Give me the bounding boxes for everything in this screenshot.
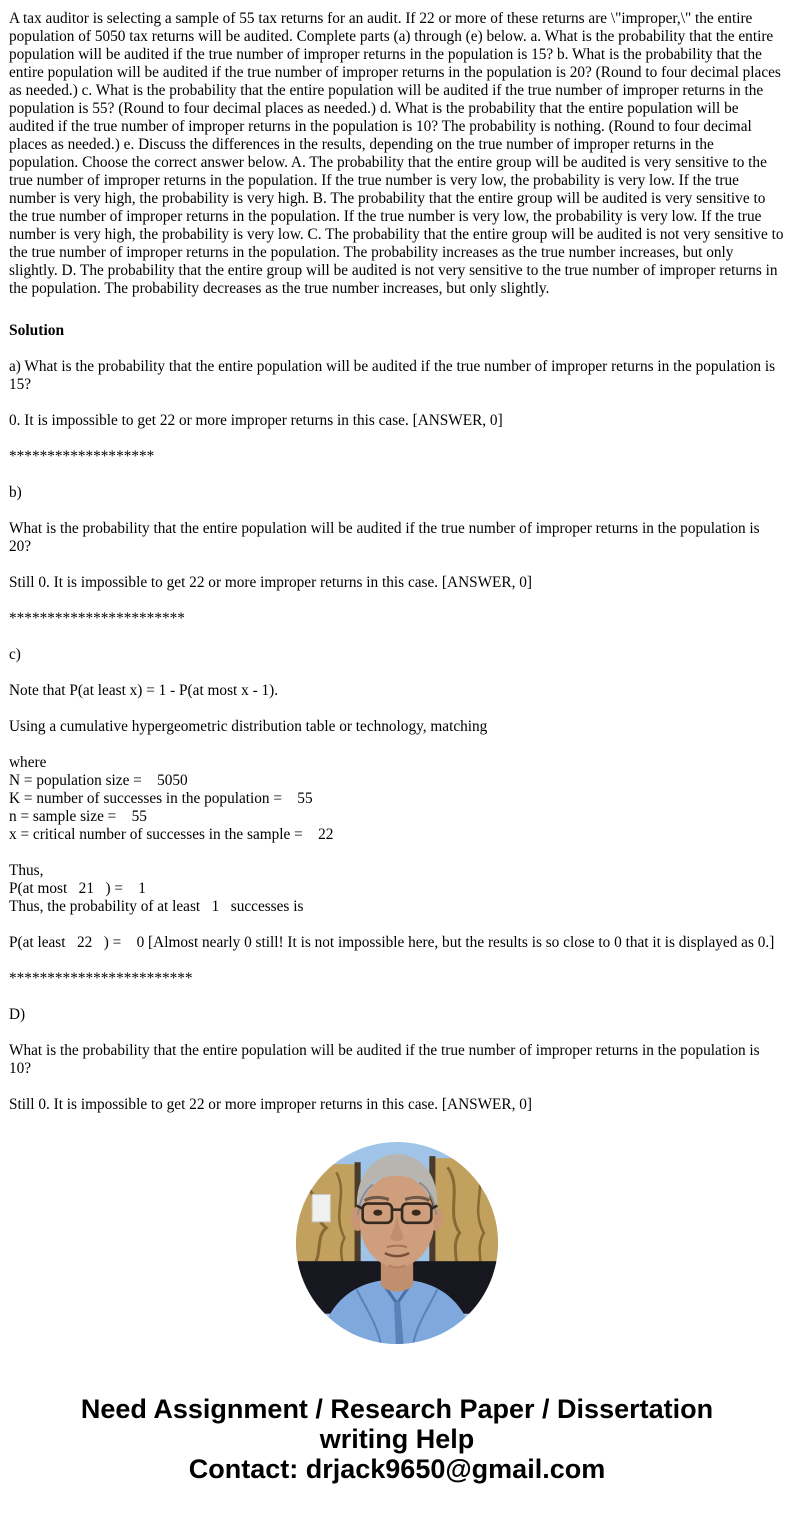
thus-label: Thus, xyxy=(9,862,44,879)
param-critical-successes: x = critical number of successes in the sample = 22 xyxy=(9,826,334,843)
part-c-note: Note that P(at least x) = 1 - P(at most x - 1). xyxy=(9,682,279,699)
part-c-label: c) xyxy=(9,646,21,663)
part-a-answer: 0. It is impossible to get 22 or more improper returns in this case. [ANSWER, 0] xyxy=(9,412,503,429)
part-a-question: a) What is the probability that the entire population will be audited if the true number of improper returns in the population is 15? xyxy=(9,358,776,393)
param-successes-population: K = number of successes in the population = 55 xyxy=(9,790,313,807)
p-at-most: P(at most 21 ) = 1 xyxy=(9,880,146,897)
part-c-computation xyxy=(9,862,785,916)
tutor-photo-icon xyxy=(296,1142,498,1344)
part-b-label: b) xyxy=(9,484,22,501)
part-c-answer: P(at least 22 ) = 0 [Almost nearly 0 still! It is not impossible here, but the results is so close to 0 that it is displayed as 0.] xyxy=(9,934,775,951)
probability-statement: Thus, the probability of at least 1 successes is xyxy=(9,898,304,915)
separator-a: ******************* xyxy=(9,448,155,465)
where-label: where xyxy=(9,754,47,771)
footer-advert xyxy=(9,1394,785,1484)
solution-heading: Solution xyxy=(9,322,65,339)
part-d-answer: Still 0. It is impossible to get 22 or more improper returns in this case. [ANSWER, 0] xyxy=(9,1096,532,1113)
advert-line-1: Need Assignment / Research Paper / Dissertation xyxy=(80,1394,714,1424)
part-b-question: What is the probability that the entire population will be audited if the true number of improper returns in the population is 20? xyxy=(9,520,760,555)
tutor-avatar xyxy=(296,1142,498,1344)
part-d-label: D) xyxy=(9,1006,26,1023)
question-text: A tax auditor is selecting a sample of 55 tax returns for an audit. If 22 or more of these returns are \"improper,\" the entire population of 5050 tax returns will be audited. Complete parts (a) through (e) below. a. What is the probability that the entire population will be audited if the true number of improper returns in the population is 15? b. What is the probability that the entire population will be audited if the true number of improper returns in the population is 20? (Round to four decimal places as needed.) c. What is the probability that the entire population will be audited if the true number of improper returns in the population is 55? (Round to four decimal places as needed.) d. What is the probability that the entire population will be audited if the true number of improper returns in the population is 10? The probability is nothing. (Round to four decimal places as needed.) e. Discuss the differences in the results, depending on the true number of improper returns in the population. Choose the correct answer below. A. The probability that the entire group will be audited is very sensitive to the true number of improper returns in the population. If the true number is very low, the probability is very low. If the true number is very high, the probability is very high. B. The probability that the entire group will be audited is very sensitive to the true number of improper returns in the population. If the true number is very low, the probability is very low. If the true number is very high, the probability is very low. C. The probability that the entire group will be audited is not very sensitive to the true number of improper returns in the population. The probability increases as the true number increases, but only slightly. D. The probability that the entire group will be audited is not very sensitive to the true number of improper returns in the population. The probability decreases as the true number increases, but only slightly. xyxy=(9,10,784,297)
param-population-size: N = population size = 5050 xyxy=(9,772,188,789)
part-c-parameters xyxy=(9,754,785,844)
part-c-method: Using a cumulative hypergeometric distribution table or technology, matching xyxy=(9,718,488,735)
separator-c: ************************ xyxy=(9,970,193,987)
contact-email: Contact: drjack9650@gmail.com xyxy=(188,1454,606,1484)
param-sample-size: n = sample size = 55 xyxy=(9,808,147,825)
advert-line-2: writing Help xyxy=(319,1424,475,1454)
separator-b: *********************** xyxy=(9,610,185,627)
part-b-answer: Still 0. It is impossible to get 22 or more improper returns in this case. [ANSWER, 0] xyxy=(9,574,532,591)
part-d-question: What is the probability that the entire population will be audited if the true number of improper returns in the population is 10? xyxy=(9,1042,760,1077)
